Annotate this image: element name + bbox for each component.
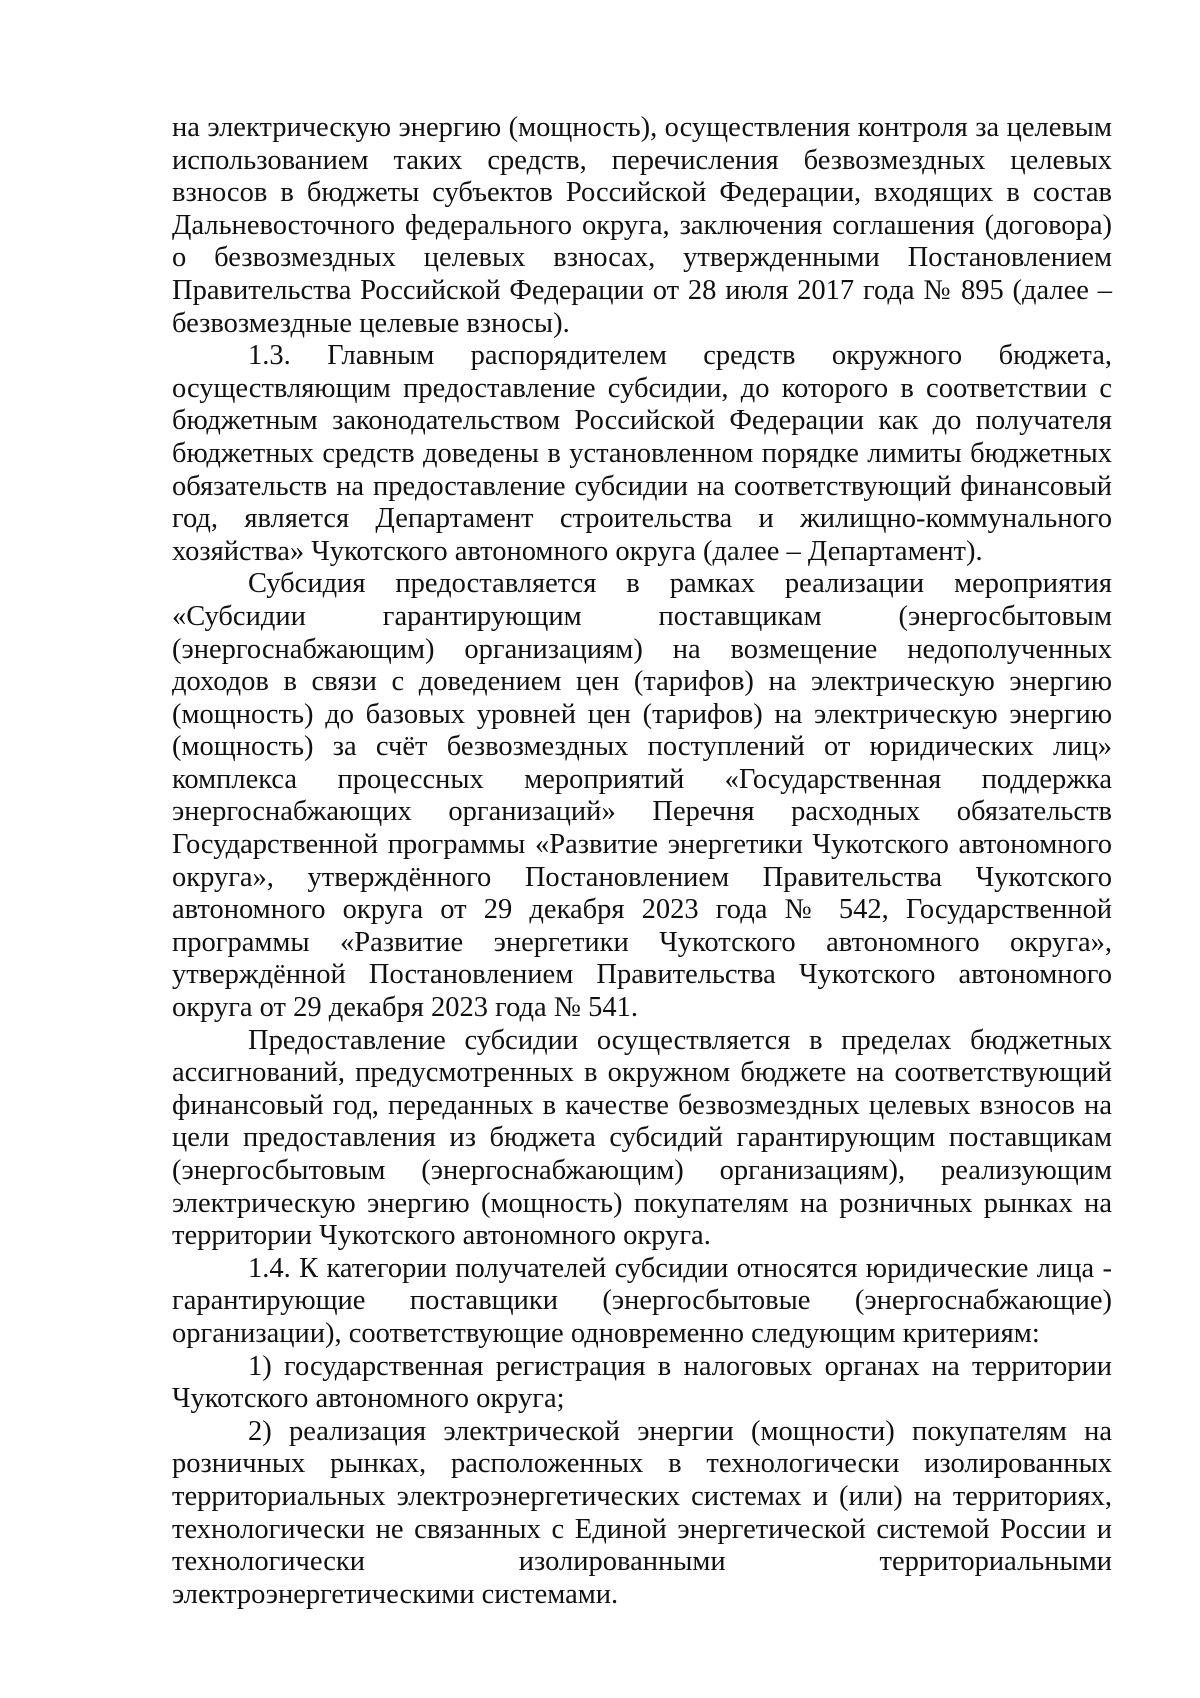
paragraph-subsidy-scope: Субсидия предоставляется в рамках реализации мероприятия «Субсидии гарантирующим поставщикам (энергосбытовым (энергоснабжающим) организациям) на возмещение недополученных доходов в связи с доведением цен (тарифов) на электрическую энергию (мощность) до базовых уровней цен (тарифов) на электрическую энергию (мощность) за счёт безвозмездных поступлений от юридических лиц» комплекса процессных мероприятий «Государственная поддержка энергоснабжающих организаций» Перечня расходных обязательств Государственной программы «Развитие энергетики Чукотского автономного округа», утверждённого Постановлением Правительства Чукотского автономного округа от 29 декабря 2023 года № 542, Государственной программы «Развитие энергетики Чукотского автономного округа», утверждённой Постановлением Правительства Чукотского автономного округа от 29 декабря 2023 года № 541. (172, 568, 1112, 1024)
paragraph-continuation: на электрическую энергию (мощность), осуществления контроля за целевым использованием таких средств, перечисления безвозмездных целевых взносов в бюджеты субъектов Российской Федерации, входящих в состав Дальневосточного федерального округа, заключения соглашения (договора) о безвозмездных целевых взносах, утвержденными Постановлением Правительства Российской Федерации от 28 июля 2017 года № 895 (далее – безвозмездные целевые взносы). (172, 112, 1112, 339)
document-body (172, 112, 1112, 1611)
paragraph-1-3: 1.3. Главным распорядителем средств окружного бюджета, осуществляющим предоставление субсидии, до которого в соответствии с бюджетным законодательством Российской Федерации как до получателя бюджетных средств доведены в установленном порядке лимиты бюджетных обязательств на предоставление субсидии на соответствующий финансовый год, является Департамент строительства и жилищно-коммунального хозяйства» Чукотского автономного округа (далее – Департамент). (172, 340, 1112, 567)
paragraph-1-4: 1.4. К категории получателей субсидии относятся юридические лица - гарантирующие поставщики (энергосбытовые (энергоснабжающие) организации), соответствующие одновременно следующим критериям: (172, 1252, 1112, 1349)
criterion-1: 1) государственная регистрация в налоговых органах на территории Чукотского автономного округа; (172, 1350, 1112, 1415)
paragraph-subsidy-limits: Предоставление субсидии осуществляется в пределах бюджетных ассигнований, предусмотренных в окружном бюджете на соответствующий финансовый год, переданных в качестве безвозмездных целевых взносов на цели предоставления из бюджета субсидий гарантирующим поставщикам (энергосбытовым (энергоснабжающим) организациям), реализующим электрическую энергию (мощность) покупателям на розничных рынках на территории Чукотского автономного округа. (172, 1024, 1112, 1252)
criterion-2: 2) реализация электрической энергии (мощности) покупателям на розничных рынках, расположенных в технологически изолированных территориальных электроэнергетических системах и (или) на территориях, технологически не связанных с Единой энергетической системой России и технологически изолированными территориальными электроэнергетическими системами. (172, 1415, 1112, 1610)
